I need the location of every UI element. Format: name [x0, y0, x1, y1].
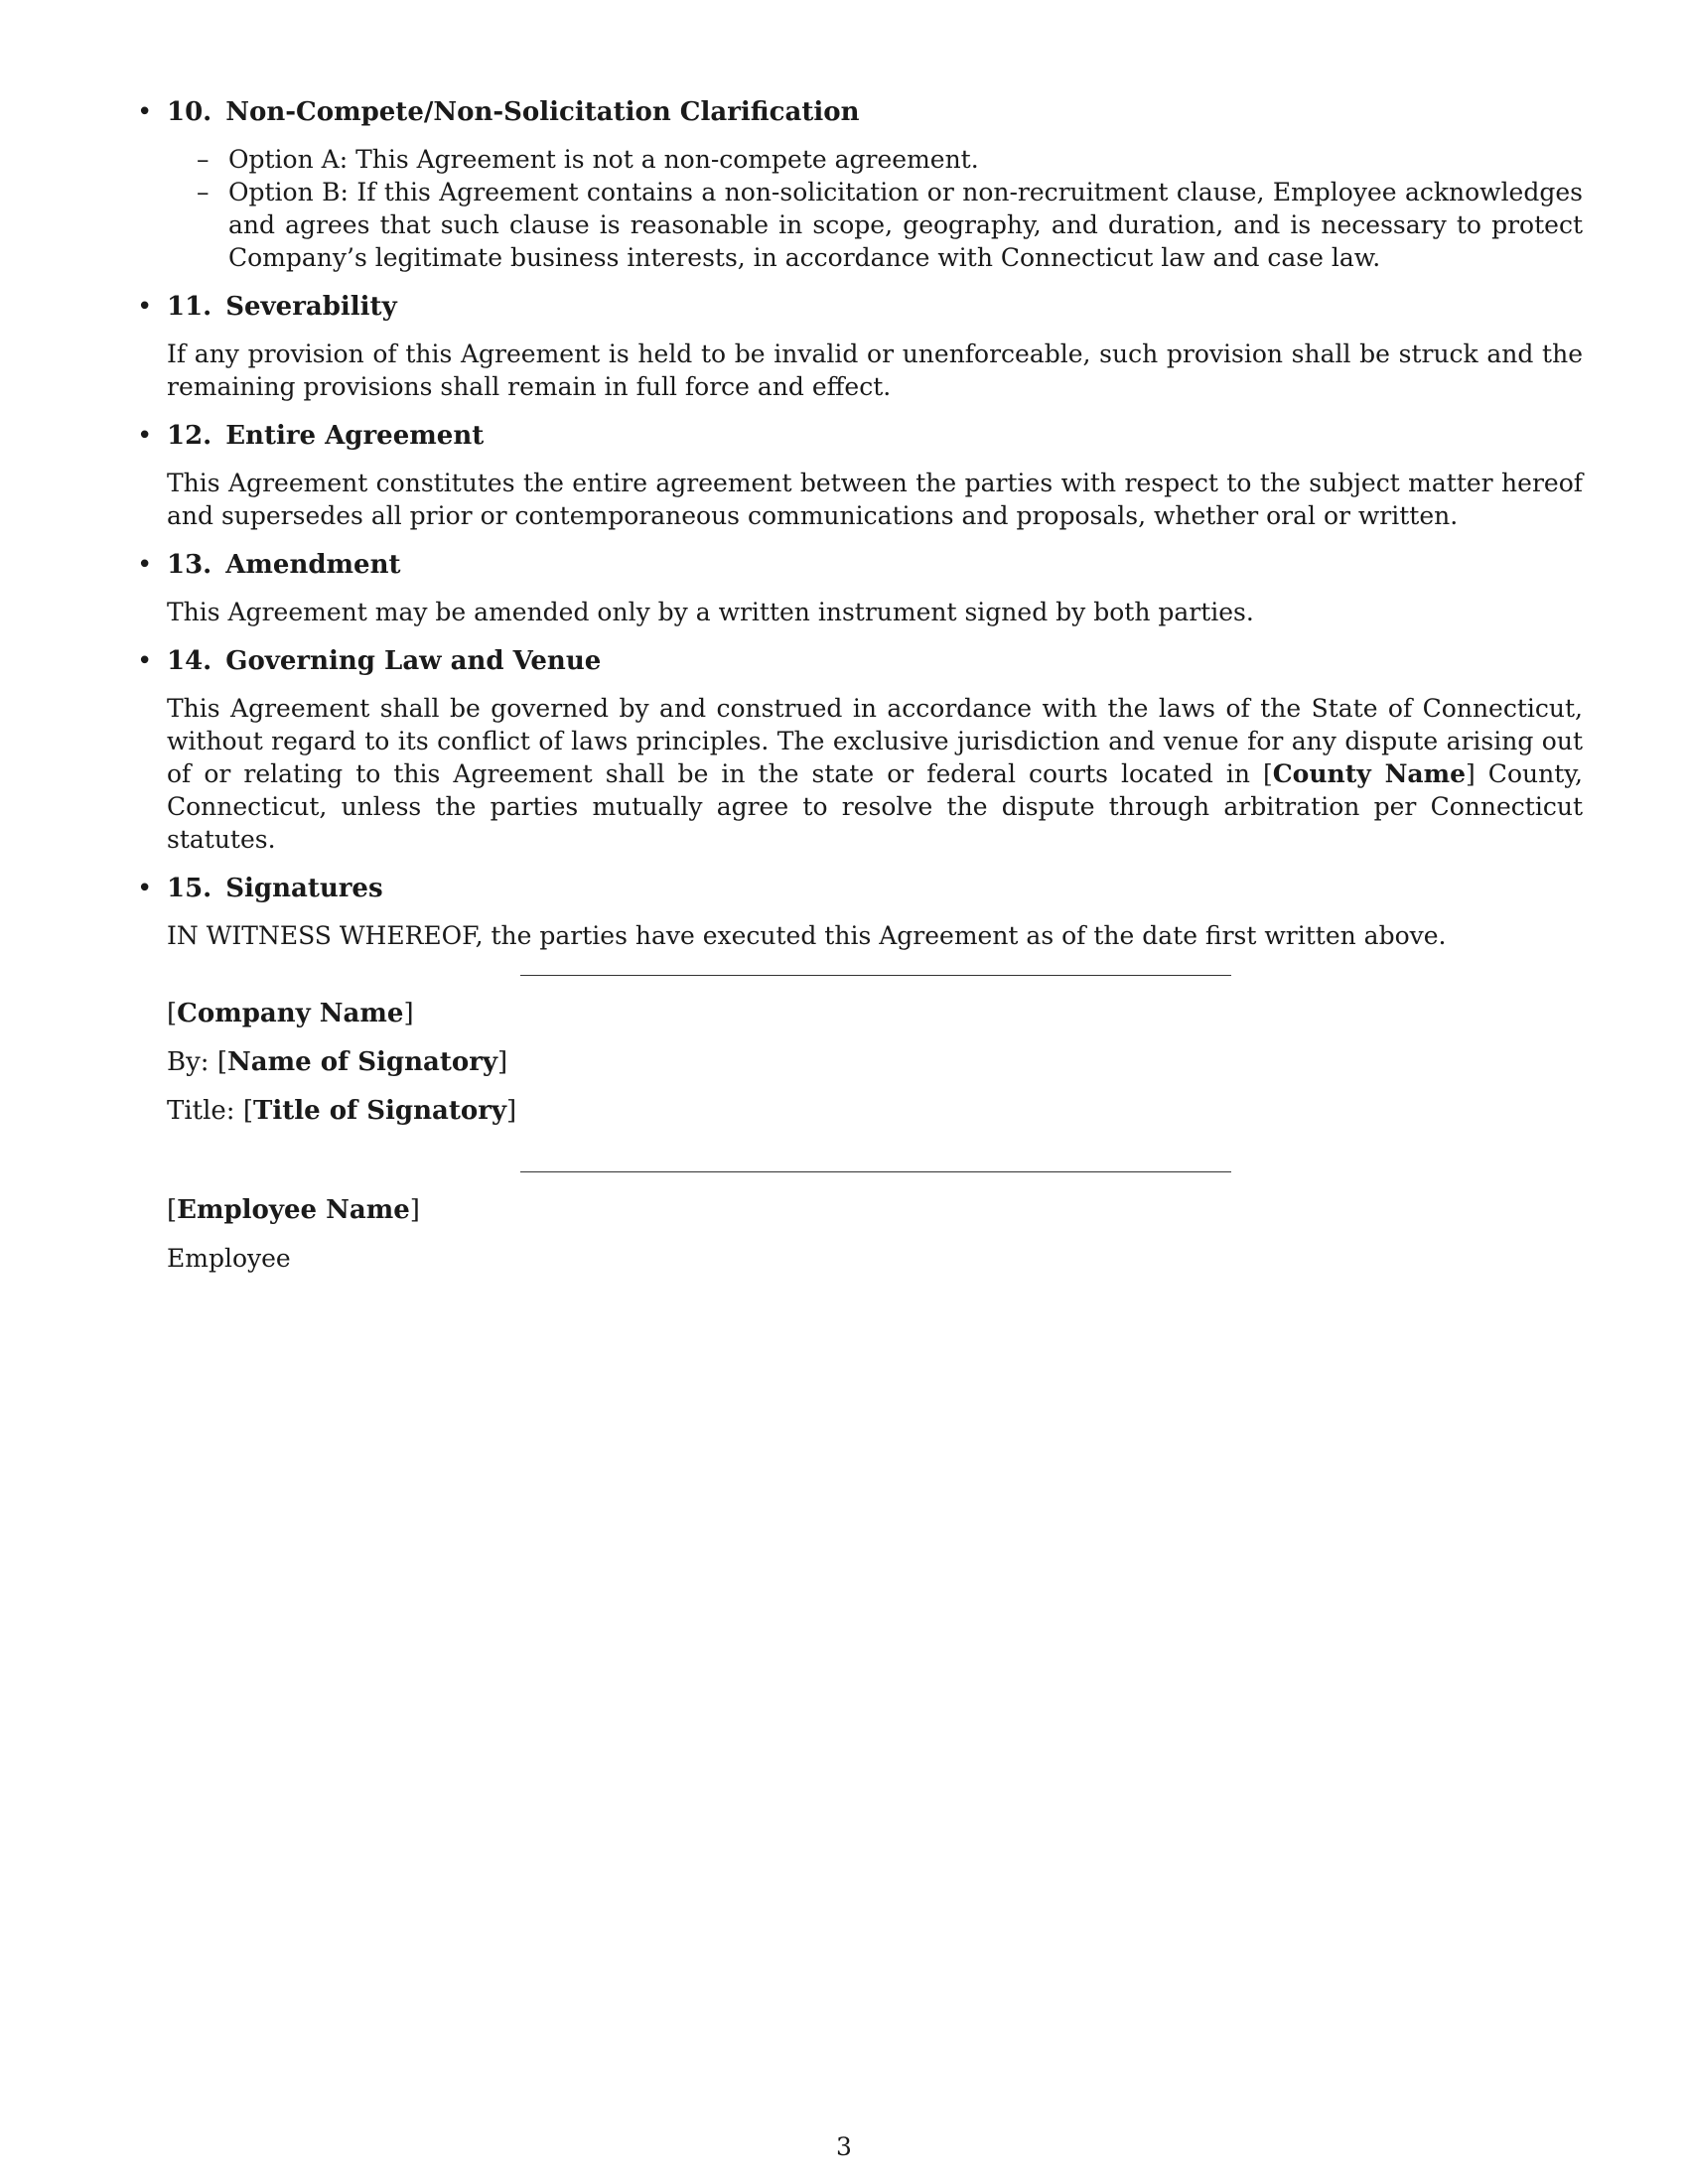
section-number: 15.: [167, 874, 212, 903]
section-text: IN WITNESS WHEREOF, the parties have executed this Agreement as of the date first written above.: [167, 921, 1447, 950]
section-title: Signatures: [225, 874, 383, 903]
section-title: Severability: [225, 292, 397, 322]
signatory-name: Name of Signatory: [226, 1047, 498, 1077]
section-12-heading: [137, 419, 1583, 453]
bullet-icon: •: [137, 646, 153, 676]
page-number: 3: [836, 2132, 852, 2161]
signatory-title: Title of Signatory: [253, 1096, 507, 1126]
section-number: 13.: [167, 550, 212, 580]
signatory-name-line: By: [Name of Signatory]: [167, 1047, 508, 1077]
bullet-icon: •: [137, 550, 153, 580]
document-body: [137, 95, 1583, 952]
section-number: 12.: [167, 421, 212, 451]
section-number: 14.: [167, 646, 212, 676]
option-text: Option B: If this Agreement contains a non-solicitation or non-recruitment clause, Employee acknowledges and agrees that such clause is reasonable in scope, geography, and duration, and is necessary to protect Company’s legitimate business interests, in accordance with Connecticut law and case law.: [228, 178, 1583, 272]
section-text: If any provision of this Agreement is held to be invalid or unenforceable, such provision shall be struck and the remaining provisions shall remain in full force and effect.: [167, 340, 1583, 401]
section-11-heading: [137, 290, 1583, 324]
employee-name-line: [Employee Name]: [167, 1195, 420, 1225]
dash-icon: –: [197, 145, 210, 174]
section-title: Entire Agreement: [225, 421, 485, 451]
bullet-icon: •: [137, 292, 153, 322]
employee-signature-line[interactable]: [520, 1171, 1231, 1172]
text-after: County, Connecticut, unless the parties mutually agree to resolve the dispute through arbitration per Connecticut statutes.: [167, 759, 1583, 854]
company-name-line: [Company Name]: [167, 999, 414, 1028]
text-before: This Agreement shall be governed by and construed in accordance with the laws of the State of Connecticut, without regard to its conflict of laws principles. The exclusive jurisdiction and venue for any dispute arising out of or relating to this Agreement shall be in the state or federal courts located in: [167, 694, 1583, 788]
section-13: [137, 548, 1583, 628]
title-label: Title:: [167, 1096, 235, 1126]
company-name: Company Name: [177, 999, 404, 1028]
by-label: By:: [167, 1047, 210, 1077]
option-item: [167, 176, 1583, 274]
section-title: Governing Law and Venue: [225, 646, 602, 676]
section-number: 10.: [167, 97, 212, 127]
option-text: Option A: This Agreement is not a non-compete agreement.: [228, 145, 979, 174]
section-number: 11.: [167, 292, 212, 322]
section-12: [137, 419, 1583, 532]
section-13-heading: [137, 548, 1583, 582]
section-14: [137, 644, 1583, 856]
bullet-icon: •: [137, 421, 153, 451]
section-10: [137, 95, 1583, 274]
option-item: [167, 143, 1583, 176]
bullet-icon: •: [137, 874, 153, 903]
section-10-heading: [137, 95, 1583, 129]
section-15: [137, 872, 1583, 952]
section-title: Amendment: [225, 550, 401, 580]
section-title: Non-Compete/Non-Solicitation Clarification: [225, 97, 860, 127]
employee-label: Employee: [167, 1244, 291, 1273]
signatory-title-line: Title: [Title of Signatory]: [167, 1096, 517, 1126]
section-15-heading: [137, 872, 1583, 905]
section-text: This Agreement constitutes the entire agreement between the parties with respect to the subject matter hereof and supersedes all prior or contemporaneous communications and proposals, whether oral or written.: [167, 469, 1583, 530]
section-text: This Agreement may be amended only by a written instrument signed by both parties.: [167, 598, 1254, 626]
employee-name: Employee Name: [177, 1195, 410, 1225]
county-placeholder: County Name: [1272, 759, 1466, 788]
section-14-heading: [137, 644, 1583, 678]
company-signature-line[interactable]: [520, 975, 1231, 976]
dash-icon: –: [197, 178, 210, 206]
section-11: [137, 290, 1583, 403]
section-text: This Agreement shall be governed by and construed in accordance with the laws of the State of Connecticut, without regard to its conflict of laws principles. The exclusive jurisdiction and venue for any dispute arising out of or relating to this Agreement shall be in the state or federal courts located in [County Name] County, Connecticut, unless the parties mutually agree to resolve the dispute through arbitration per Connecticut statutes.: [167, 694, 1583, 854]
bullet-icon: •: [137, 97, 153, 127]
options-list: [167, 143, 1583, 274]
